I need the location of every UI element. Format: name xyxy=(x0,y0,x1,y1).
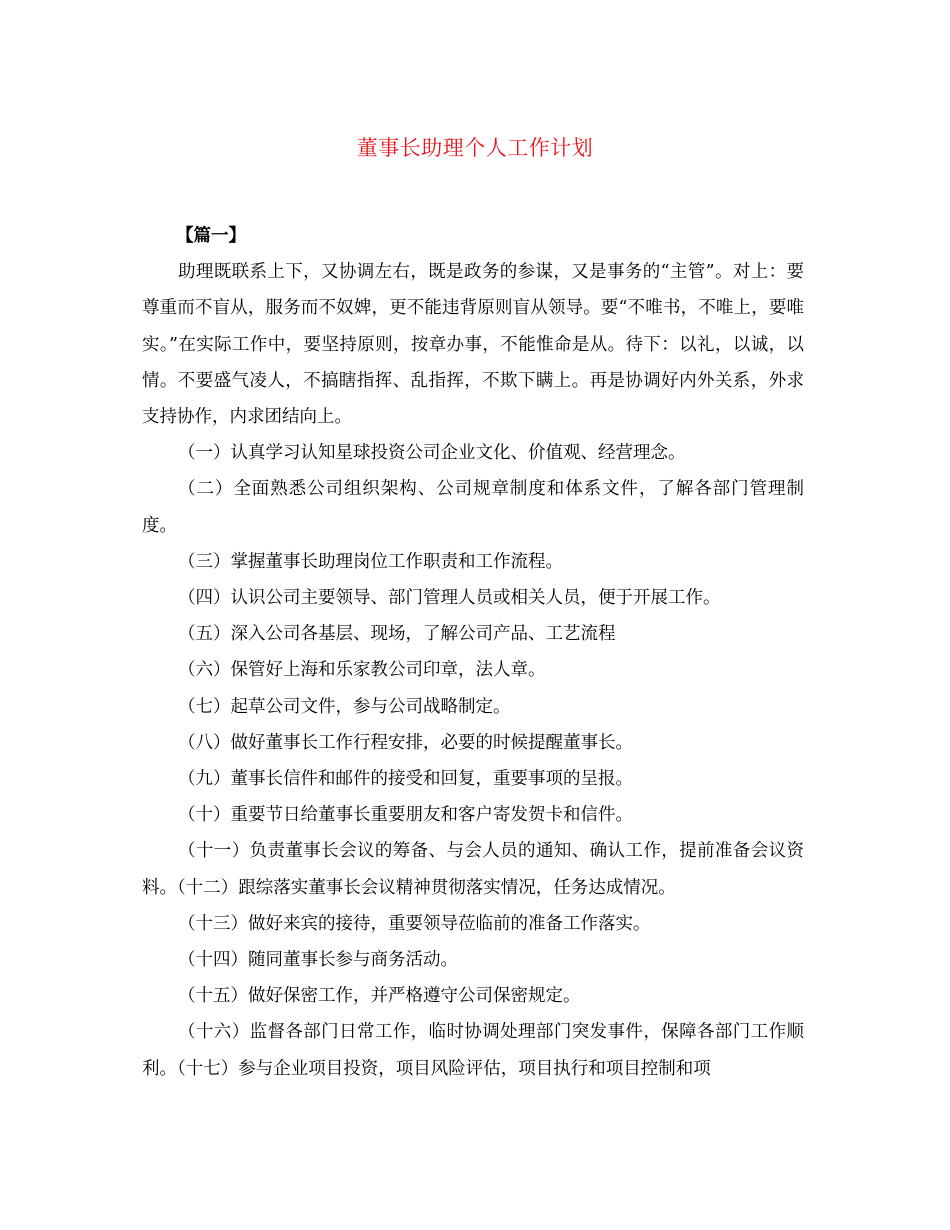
section-label: 【篇一】 xyxy=(176,226,246,246)
paragraph-item-2: （二）全面熟悉公司组织架构、公司规章制度和体系文件，了解各部门管理制度。 xyxy=(142,479,804,536)
paragraph-intro: 助理既联系上下，又协调左右，既是政务的参谋，又是事务的“主管”。对上：要尊重而不盲从，服务而不奴婢，更不能违背原则盲从领导。要“不唯书，不唯上，要唯实。”在实际工作中，要坚持原则，按章办事，不能惟命是从。待下：以礼，以诚，以情。不要盛气凌人，不搞瞎指挥、乱指挥，不欺下瞒上。再是协调好内外关系，外求支持协作，内求团结向上。 xyxy=(142,262,804,428)
paragraph-item-9: （九）董事长信件和邮件的接受和回复，重要事项的呈报。 xyxy=(178,769,633,790)
paragraph-item-16-17: （十六）监督各部门日常工作，临时协调处理部门突发事件，保障各部门工作顺利。（十七）参与企业项目投资，项目风险评估，项目执行和项目控制和项 xyxy=(142,1022,804,1079)
paragraph-item-10: （十）重要节日给董事长重要朋友和客户寄发贺卡和信件。 xyxy=(178,805,633,826)
paragraph-item-8: （八）做好董事长工作行程安排，必要的时候提醒董事长。 xyxy=(178,732,633,753)
paragraph-item-14: （十四）随同董事长参与商务活动。 xyxy=(178,950,458,971)
paragraph-item-15: （十五）做好保密工作，并严格遵守公司保密规定。 xyxy=(178,986,581,1007)
paragraph-item-4: （四）认识公司主要领导、部门管理人员或相关人员，便于开展工作。 xyxy=(178,588,721,609)
paragraph-item-13: （十三）做好来宾的接待，重要领导莅临前的准备工作落实。 xyxy=(178,913,651,934)
document-body xyxy=(142,218,804,1087)
paragraph-item-3: （三）掌握董事长助理岗位工作职责和工作流程。 xyxy=(178,551,563,572)
paragraph-item-11-12: （十一）负责董事长会议的筹备、与会人员的通知、确认工作，提前准备会议资料。（十二）跟综落实董事长会议精神贯彻落实情况，任务达成情况。 xyxy=(142,841,804,898)
paragraph-item-6: （六）保管好上海和乐家教公司印章，法人章。 xyxy=(178,660,546,681)
paragraph-item-1: （一）认真学习认知星球投资公司企业文化、价值观、经营理念。 xyxy=(178,443,686,464)
paragraph-item-7: （七）起草公司文件，参与公司战略制定。 xyxy=(178,696,511,717)
paragraph-item-5: （五）深入公司各基层、现场，了解公司产品、工艺流程 xyxy=(178,624,616,645)
document-title: 董事长助理个人工作计划 xyxy=(356,136,594,160)
